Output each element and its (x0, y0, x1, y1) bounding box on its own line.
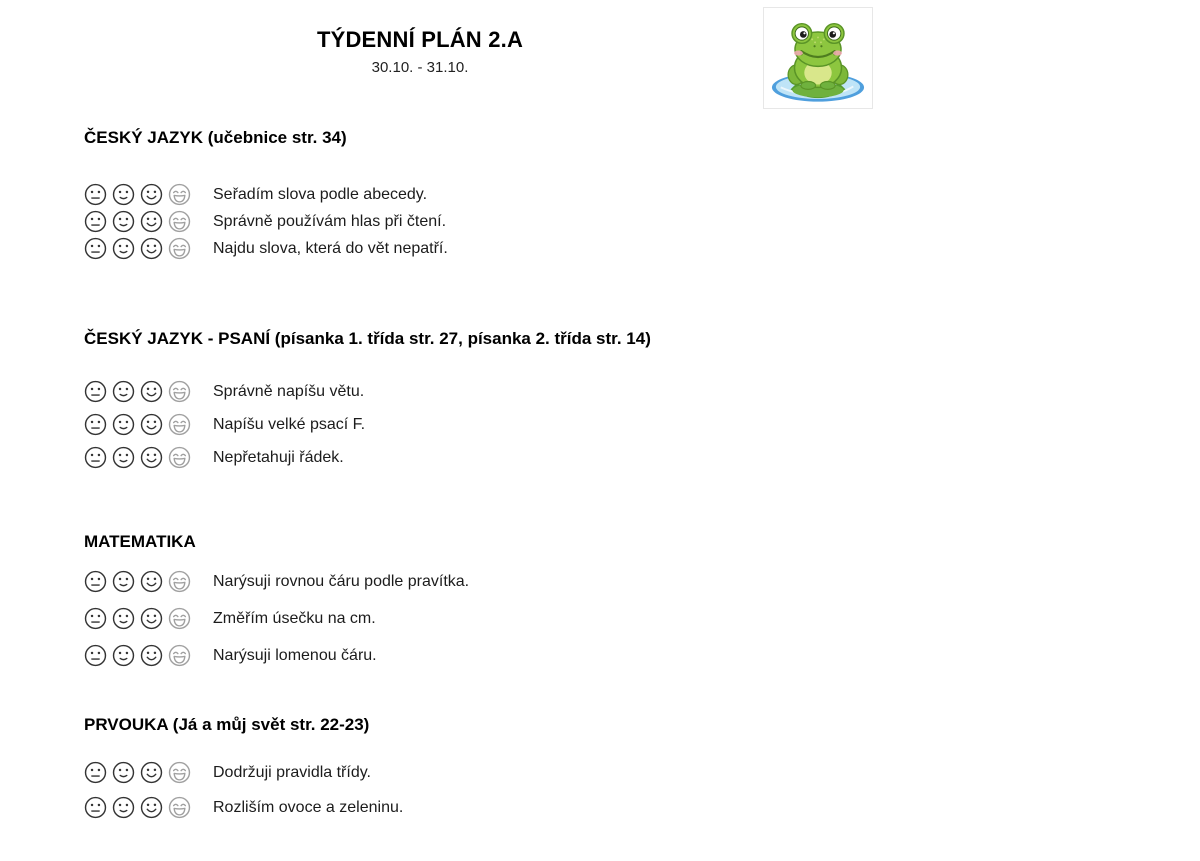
neutral-face-icon (84, 796, 107, 819)
grinning-face-icon (168, 380, 191, 403)
smiling-face-icon (140, 413, 163, 436)
rating-scale (84, 380, 196, 403)
smiling-face-icon (140, 607, 163, 630)
rating-scale (84, 183, 196, 206)
neutral-face-icon (84, 380, 107, 403)
goal-row (84, 380, 651, 403)
goal-row (84, 644, 469, 667)
grinning-face-icon (168, 570, 191, 593)
goal-text: Seřadím slova podle abecedy. (213, 185, 428, 203)
goal-text: Najdu slova, která do vět nepatří. (213, 239, 448, 257)
neutral-face-icon (84, 607, 107, 630)
goal-row (84, 183, 448, 206)
slightly-smiling-face-icon (112, 413, 135, 436)
smiling-face-icon (140, 644, 163, 667)
grinning-face-icon (168, 446, 191, 469)
goal-rows (84, 570, 469, 667)
slightly-smiling-face-icon (112, 380, 135, 403)
smiling-face-icon (140, 210, 163, 233)
goal-text: Dodržuji pravidla třídy. (213, 763, 371, 781)
goal-row (84, 761, 403, 784)
smiling-face-icon (140, 237, 163, 260)
neutral-face-icon (84, 644, 107, 667)
smiling-face-icon (140, 761, 163, 784)
neutral-face-icon (84, 237, 107, 260)
rating-scale (84, 446, 196, 469)
goal-row (84, 607, 469, 630)
goal-row (84, 413, 651, 436)
goal-row (84, 210, 448, 233)
goal-text: Změřím úsečku na cm. (213, 609, 376, 627)
rating-scale (84, 796, 196, 819)
smiling-face-icon (140, 380, 163, 403)
neutral-face-icon (84, 761, 107, 784)
goal-rows (84, 183, 448, 260)
subject-section (84, 329, 651, 479)
slightly-smiling-face-icon (112, 761, 135, 784)
goal-rows (84, 380, 651, 469)
goal-text: Napíšu velké psací F. (213, 415, 366, 433)
smiling-face-icon (140, 183, 163, 206)
goal-text: Narýsuji rovnou čáru podle pravítka. (213, 572, 470, 590)
grinning-face-icon (168, 237, 191, 260)
rating-scale (84, 607, 196, 630)
neutral-face-icon (84, 570, 107, 593)
grinning-face-icon (168, 796, 191, 819)
section-heading: ČESKÝ JAZYK (učebnice str. 34) (84, 128, 347, 147)
neutral-face-icon (84, 413, 107, 436)
rating-scale (84, 761, 196, 784)
goal-text: Rozliším ovoce a zeleninu. (213, 798, 404, 816)
page-title: TÝDENNÍ PLÁN 2.A (316, 27, 524, 52)
frog-icon (769, 12, 867, 104)
subject-section (84, 532, 469, 681)
grinning-face-icon (168, 761, 191, 784)
goal-rows (84, 761, 403, 819)
goal-text: Správně používám hlas při čtení. (213, 212, 447, 230)
grinning-face-icon (168, 413, 191, 436)
neutral-face-icon (84, 210, 107, 233)
subject-section (84, 715, 403, 831)
section-heading: ČESKÝ JAZYK - PSANÍ (písanka 1. třída str. 27, písanka 2. třída str. 14) (84, 329, 651, 348)
goal-text: Nepřetahuji řádek. (213, 448, 344, 466)
slightly-smiling-face-icon (112, 644, 135, 667)
rating-scale (84, 210, 196, 233)
rating-scale (84, 413, 196, 436)
smiling-face-icon (140, 446, 163, 469)
grinning-face-icon (168, 210, 191, 233)
neutral-face-icon (84, 183, 107, 206)
section-heading: PRVOUKA (Já a můj svět str. 22-23) (84, 715, 370, 734)
section-heading: MATEMATIKA (84, 532, 196, 551)
rating-scale (84, 644, 196, 667)
slightly-smiling-face-icon (112, 210, 135, 233)
neutral-face-icon (84, 446, 107, 469)
frog-illustration (763, 7, 873, 109)
goal-row (84, 570, 469, 593)
slightly-smiling-face-icon (112, 237, 135, 260)
goal-row (84, 446, 651, 469)
rating-scale (84, 570, 196, 593)
subject-section (84, 128, 448, 264)
smiling-face-icon (140, 796, 163, 819)
slightly-smiling-face-icon (112, 446, 135, 469)
slightly-smiling-face-icon (112, 570, 135, 593)
document-header (0, 27, 840, 76)
goal-text: Narýsuji lomenou čáru. (213, 646, 377, 664)
goal-row (84, 237, 448, 260)
goal-row (84, 796, 403, 819)
slightly-smiling-face-icon (112, 796, 135, 819)
slightly-smiling-face-icon (112, 183, 135, 206)
rating-scale (84, 237, 196, 260)
grinning-face-icon (168, 183, 191, 206)
slightly-smiling-face-icon (112, 607, 135, 630)
smiling-face-icon (140, 570, 163, 593)
goal-text: Správně napíšu větu. (213, 382, 365, 400)
grinning-face-icon (168, 644, 191, 667)
date-range: 30.10. - 31.10. (371, 59, 469, 76)
grinning-face-icon (168, 607, 191, 630)
